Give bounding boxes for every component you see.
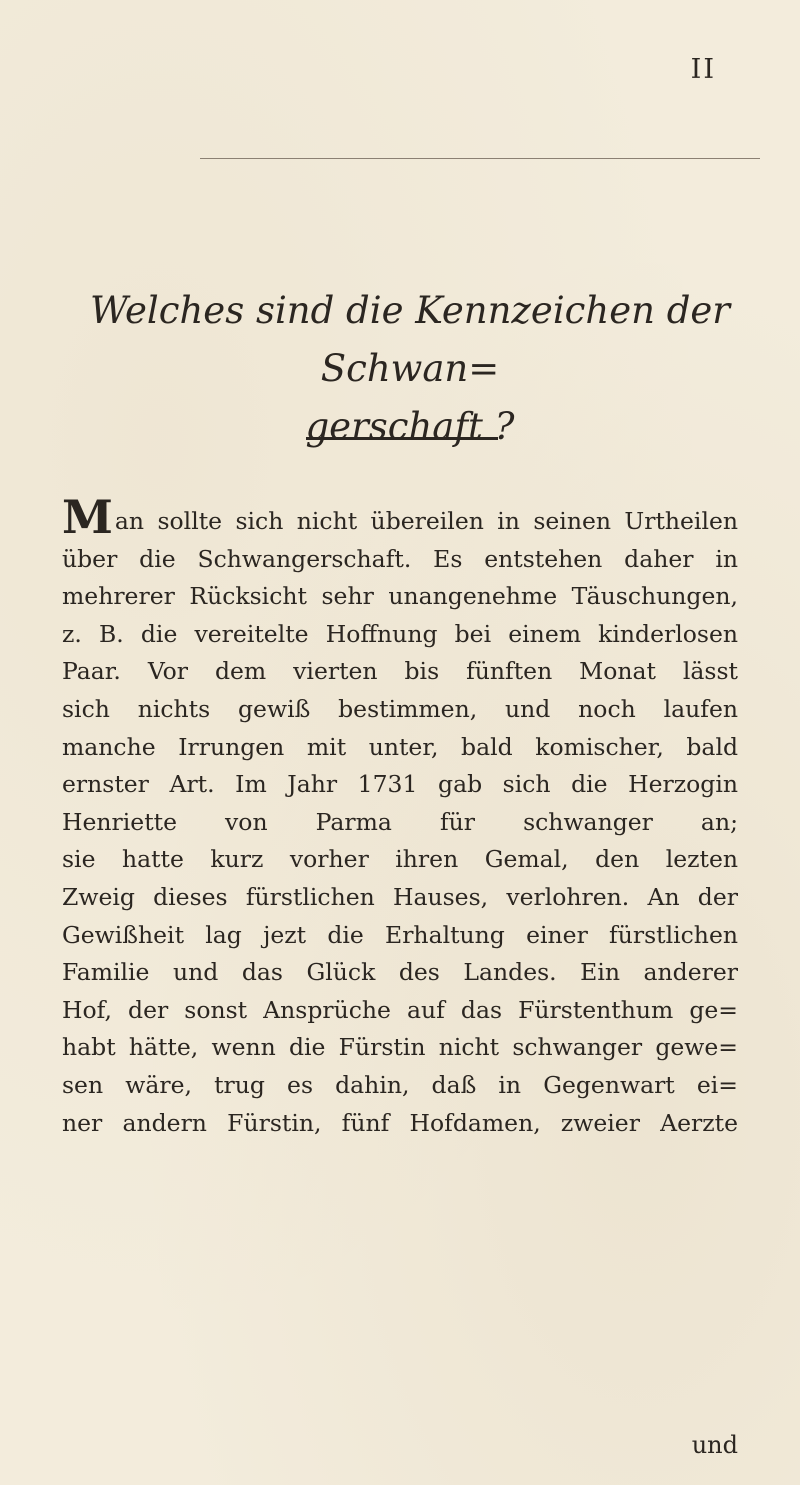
heading-rule	[306, 437, 498, 440]
heading-line-2: gerschaft ?	[305, 405, 515, 448]
text-line	[62, 490, 738, 544]
page-number: II	[690, 54, 716, 85]
text-line: sie hatte kurz vorher ihren Gemal, den lezten	[62, 845, 738, 874]
text-line: sen wäre, trug es dahin, daß in Gegenwart ei=	[62, 1070, 738, 1099]
text-line: Hof, der sonst Ansprüche auf das Fürstenthum ge=	[62, 995, 738, 1024]
text-line: mehrerer Rücksicht sehr unangenehme Täuschungen,	[62, 582, 738, 611]
text-line: z. B. die vereitelte Hoffnung bei einem kinderlosen	[62, 619, 738, 648]
heading-line-1: Welches sind die Kennzeichen der Schwan=	[90, 289, 730, 390]
text-line: Henriette von Parma für schwanger an;	[62, 807, 738, 836]
text-line: Paar. Vor dem vierten bis fünften Monat lässt	[62, 657, 738, 686]
text-line: über die Schwangerschaft. Es entstehen daher in	[62, 544, 738, 573]
drop-cap: M	[62, 490, 113, 544]
header-rule	[200, 158, 760, 159]
text-line: ner andern Fürstin, fünf Hofdamen, zweier Aerzte	[62, 1108, 738, 1137]
text-line: manche Irrungen mit unter, bald komischer, bald	[62, 732, 738, 761]
catchword: und	[691, 1431, 738, 1459]
text-line: ernster Art. Im Jahr 1731 gab sich die Herzogin	[62, 770, 738, 799]
body-text	[62, 490, 738, 1142]
text-line: Familie und das Glück des Landes. Ein anderer	[62, 958, 738, 987]
first-line-text: an sollte sich nicht übereilen in seinen Urtheilen	[114, 507, 738, 535]
text-line: Zweig dieses fürstlichen Hauses, verlohren. An der	[62, 882, 738, 911]
chapter-heading	[60, 282, 760, 456]
text-line: Gewißheit lag jezt die Erhaltung einer fürstlichen	[62, 920, 738, 949]
text-line: habt hätte, wenn die Fürstin nicht schwanger gewe=	[62, 1033, 738, 1062]
text-line: sich nichts gewiß bestimmen, und noch laufen	[62, 694, 738, 723]
